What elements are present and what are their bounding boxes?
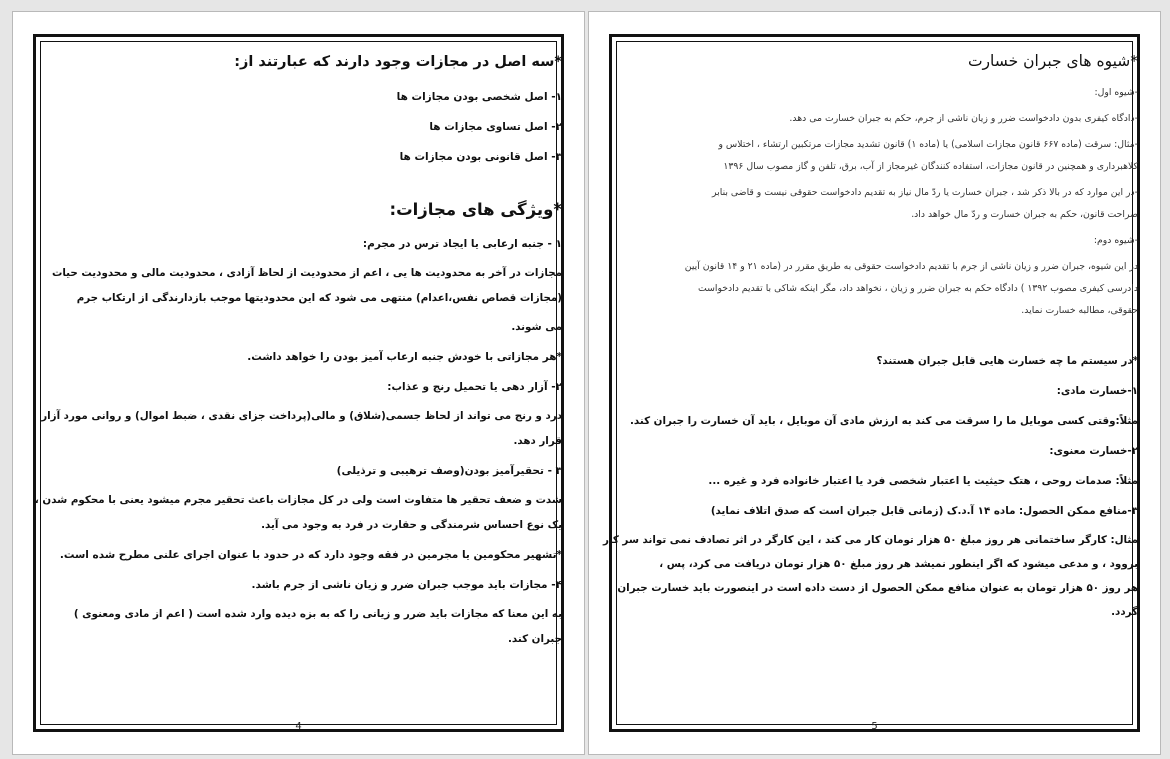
method-1-label: -شیوه اول: [1094,87,1138,98]
material-damage-example: مثلاً:وقتی کسی موبایل ما را سرقت می کند به ارزش مادی آن موبایل ، باید آن خسارت را جبران کند. [630,415,1138,427]
benefits-title: ۳-منافع ممکن الحصول: ماده ۱۴ آ.د.ک (زمانی قابل جبران است که صدق اتلاف نماید) [710,505,1138,517]
document-page-4 [12,11,585,755]
text-line: -در این موارد که در بالا ذکر شد ، جبران خسارت یا ردّ مال نیاز به تقدیم دادخواست حقوقی نیست و قاضی بنابر [712,187,1138,198]
text-line: کلاهبرداری و همچنین در قانون مجازات، استفاده کنندگان غیرمجاز از آب، برق، تلفن و گاز مصوب سال ۱۳۹۶ [723,161,1138,172]
text-line: یک نوع احساس شرمندگی و حقارت در فرد به وجود می آید. [261,519,562,531]
text-line: مثال: کارگر ساختمانی هر روز مبلغ ۵۰ هزار تومان کار می کند ، این کارگر در اثر تصادف نمی تواند سر کار [603,534,1138,546]
features-heading: *ویژگی های مجازات: [389,200,562,219]
page-title: *شیوه های جبران خسارت [967,52,1138,70]
feature-3-text [33,488,562,538]
text-line: قرار دهد. [513,435,562,447]
document-page-5 [588,11,1161,755]
principle-item: ۳- اصل قانونی بودن مجازات ها [399,151,562,163]
page-content [603,52,1138,714]
feature-4-title: ۴- مجازات باید موجب جبران ضرر و زیان ناشی از جرم باشد. [251,579,562,591]
text-line: شدت و ضعف تحقیر ها متفاوت است ولی در کل مجازات باعث تحقیر مجرم میشود یعنی با محکوم شدن ، [34,494,562,506]
method-2-text [609,256,1138,322]
principles-heading: *سه اصل در مجازات وجود دارند که عبارتند از: [234,54,562,70]
feature-2-title: ۲- آزار دهی یا تحمیل رنج و عذاب: [387,381,562,393]
text-line: صراحت قانون، حکم به جبران خسارت و ردّ مال خواهد داد. [911,209,1138,220]
text-line: دادرسی کیفری مصوب ۱۳۹۲ ) دادگاه حکم به جبران ضرر و زیان ، نخواهد داد، مگر اینکه شاکی با تقدیم دادخواست [697,283,1138,294]
text-line: حقوقی، مطالبه خسارت نماید. [1021,305,1138,316]
material-damage-title: ۱-خسارت مادی: [1056,385,1138,397]
text-line: می شوند. [511,321,562,333]
text-line: در این شیوه، جبران ضرر و زیان ناشی از جرم با تقدیم دادخواست حقوقی به طریق مقرر در (ماده ۲۱ و ۱۴ قانون آیین [684,261,1138,272]
benefits-example [603,528,1138,624]
feature-2-text [33,404,562,454]
method-2-label: -شیوه دوم: [1093,235,1138,246]
text-line: جبران کند. [508,633,562,645]
feature-1-title: ۱ - جنبه ارعابی یا ایجاد ترس در مجرم: [362,238,562,250]
principle-item: ۱- اصل شخصی بودن مجازات ها [396,91,562,103]
feature-1-note: *هر مجازاتی با خودش جنبه ارعاب آمیز بودن را خواهد داشت. [247,351,562,363]
text-line: بروود ، و مدعی میشود که اگر اینطور نمیشد هر روز مبلغ ۵۰ هزار تومان دریافت می کرد، پس ، [659,558,1138,570]
moral-damage-title: ۲-خسارت معنوی: [1049,445,1138,457]
page-number: 5 [871,721,878,732]
feature-4-text [33,602,562,652]
text-line: مجازات در آخر به محدودیت ها یی ، اعم از محدودیت از لحاظ آزادی ، محدودیت مالی و محدودیت حیات [51,267,562,279]
feature-3-note: *تشهیر محکومین یا مجرمین در فقه وجود دارد که در حدود با عنوان اجرای علنی مطرح شده است. [59,549,562,561]
principle-item: ۲- اصل تساوی مجازات ها [429,121,562,133]
example-1 [609,134,1138,178]
text-line: به این معنا که مجازات باید ضرر و زیانی را که به بزه دیده وارد شده است ( اعم از مادی ومعنوی ) [73,608,562,620]
text-line: درد و رنج می تواند از لحاظ جسمی(شلاق) و مالی(پرداخت جزای نقدی ، ضبط اموال) و روانی مورد آزار [41,410,562,422]
text-line: (مجازات قصاص نفس،اعدام) منتهی می شود که این محدودیتها موجب بازدارندگی از ارتکاب جرم [76,292,562,304]
page-content [33,54,562,714]
cases-note [609,182,1138,226]
page-number: 4 [295,721,302,732]
method-1-text: -دادگاه کیفری بدون دادخواست ضرر و زیان ناشی از جرم، حکم به جبران خسارت می دهد. [789,113,1138,124]
damages-question: *در سیستم ما چه خسارت هایی قابل جبران هستند؟ [876,355,1138,367]
text-line: گردد. [1111,606,1138,618]
feature-3-title: ۳ - تحقیرآمیز بودن(وصف ترهیبی و ترذیلی) [336,465,562,477]
moral-damage-example: مثلاً: صدمات روحی ، هتک حیثیت یا اعتبار شخصی فرد یا اعتبار خانواده فرد و غیره ... [708,475,1138,487]
text-line: -مثال: سرقت (ماده ۶۶۷ قانون مجازات اسلامی) یا (ماده ۱) قانون تشدید مجازات مرتکبین ارتشاء ، اختلاس و [718,139,1138,150]
text-line: هر روز ۵۰ هزار تومان به عنوان منافع ممکن الحصول از دست داده است در اینصورت باید خسارت جبران [617,582,1138,594]
feature-1-text [33,261,562,340]
